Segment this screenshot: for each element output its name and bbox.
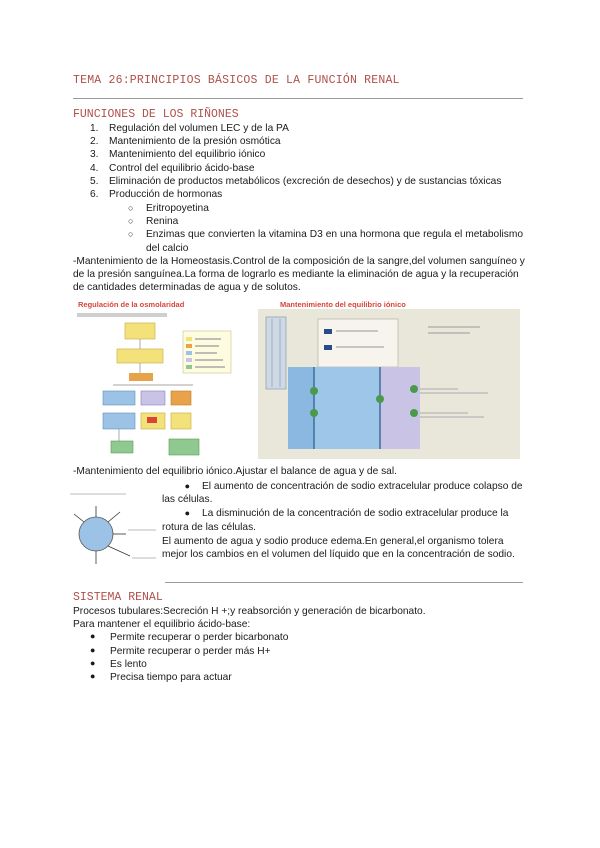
funciones-heading: FUNCIONES DE LOS RIÑONES <box>73 108 239 121</box>
sistema-body <box>73 605 523 684</box>
list-item: 2. Mantenimiento de la presión osmótica <box>90 136 281 148</box>
page-title: TEMA 26:PRINCIPIOS BÁSICOS DE LA FUNCIÓN RENAL <box>73 74 400 87</box>
list-item: 4. Control del equilibrio ácido-base <box>90 162 255 174</box>
ionico-intro: -Mantenimiento del equilibrio iónico.Ajustar el balance de agua y de sal. <box>73 466 397 477</box>
title-divider <box>73 98 523 99</box>
sistema-line2: Para mantener el equilibrio ácido-base: <box>73 619 251 631</box>
list-item: ○ Renina <box>128 216 179 228</box>
equilibrio-figure-title: Mantenimiento del equilibrio iónico <box>280 300 406 309</box>
list-item: 6. Producción de hormonas <box>90 189 223 201</box>
list-item: ○ Enzimas que convierten la vitamina D3 en una hormona que regula el metabolismo del calcio <box>128 229 523 254</box>
section-divider <box>165 582 523 583</box>
homeostasis-paragraph: -Mantenimiento de la Homeostasis.Control de la composición de la sangre,del volumen sanguíneo y de la presión sanguínea.La forma de lograrlo es mediante la eliminación de agua y la recuperación de cantidades determinadas de agua y de solutos. <box>73 256 525 294</box>
list-item: ● Permite recuperar o perder bicarbonato <box>90 631 289 644</box>
osmolaridad-diagram <box>73 309 253 457</box>
hormonas-list <box>128 202 523 255</box>
ionico-bullets <box>162 480 524 561</box>
cell-icon <box>68 490 160 570</box>
osmolaridad-figure-title: Regulación de la osmolaridad <box>78 300 185 309</box>
funciones-list <box>90 122 525 201</box>
list-item: 5. Eliminación de productos metabólicos (excreción de desechos) y de sustancias tóxicas <box>90 175 502 187</box>
list-item: ○ Eritropoyetina <box>128 203 209 214</box>
list-item: ● La disminución de la concentración de sodio extracelular produce la rotura de las células. <box>162 508 509 533</box>
edema-paragraph: El aumento de agua y sodio produce edema.En general,el organismo tolera mejor los cambios en el volumen del líquido que en la concentración de sodio. <box>162 535 515 561</box>
list-item: 1. Regulación del volumen LEC y de la PA <box>90 123 289 134</box>
list-item: ● El aumento de concentración de sodio extracelular produce colapso de las células. <box>162 481 523 506</box>
list-item: ● Permite recuperar o perder más H+ <box>90 644 271 657</box>
cell-diagram <box>68 490 160 570</box>
sistema-line1: Procesos tubulares:Secreción H +;y reabsorción y generación de bicarbonato. <box>73 606 426 617</box>
equilibrio-figure <box>258 300 520 462</box>
list-item: ● Es lento <box>90 657 147 670</box>
osmolaridad-figure <box>73 300 253 460</box>
list-item: ● Precisa tiempo para actuar <box>90 671 232 684</box>
equilibrio-diagram <box>258 309 520 459</box>
list-item: 3. Mantenimiento del equilibrio iónico <box>90 149 266 161</box>
sistema-heading: SISTEMA RENAL <box>73 591 163 604</box>
